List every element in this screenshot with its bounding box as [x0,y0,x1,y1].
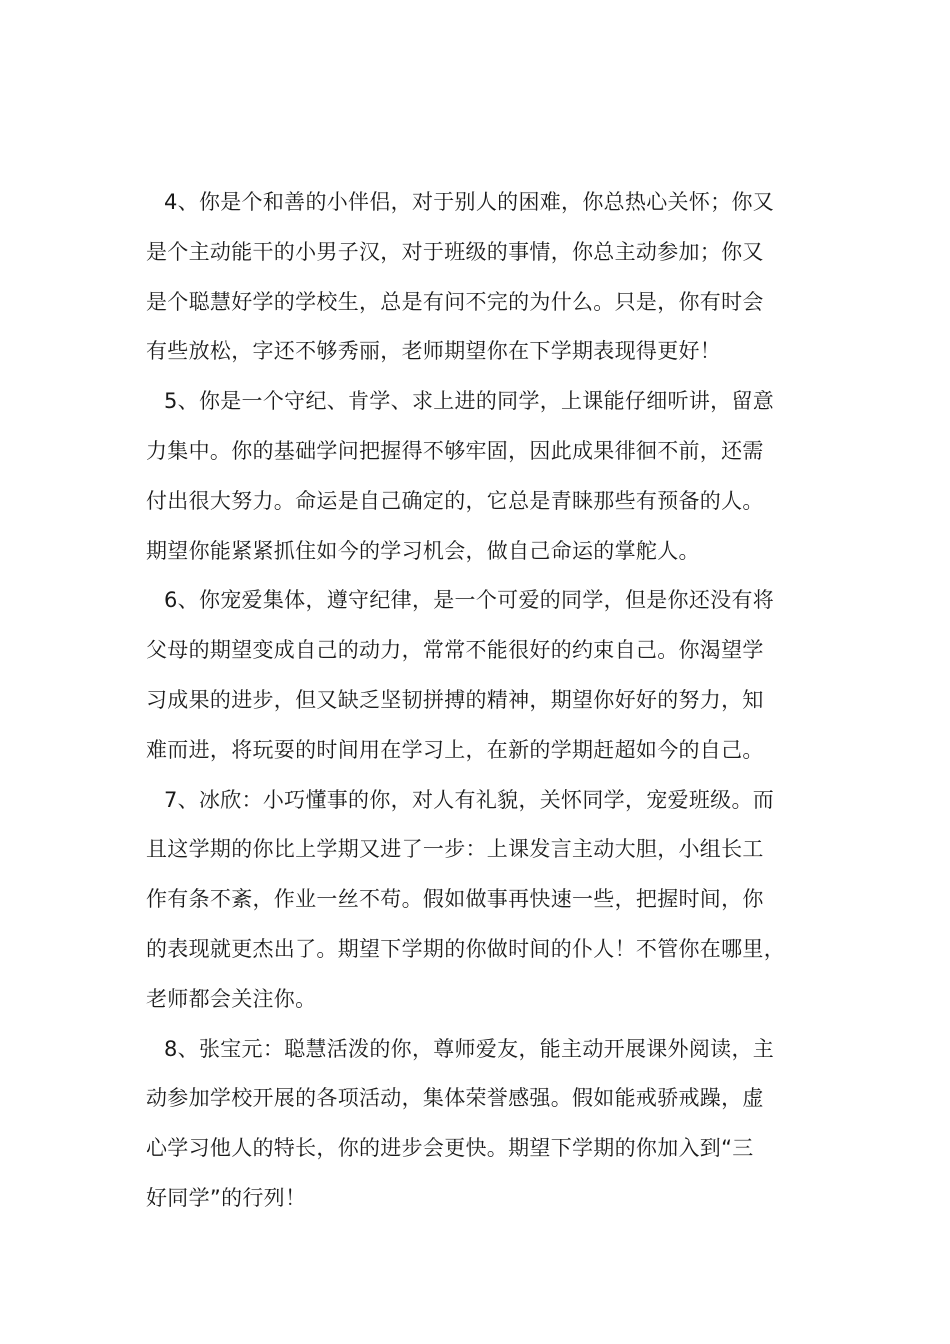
paragraph-line: 是个聪慧好学的学校生，总是有问不完的为什么。只是，你有时会 [146,289,764,314]
paragraph-line: 老师都会关注你。 [146,986,317,1011]
paragraph-line: 6、你宠爱集体，遵守纪律，是一个可爱的同学，但是你还没有将 [164,588,775,613]
comment-paragraph-4 [146,178,826,377]
paragraph-line: 是个主动能干的小男子汉，对于班级的事情，你总主动参加；你又 [146,239,764,264]
paragraph-line: 习成果的进步，但又缺乏坚韧拼搏的精神，期望你好好的努力，知 [146,687,764,712]
paragraph-line: 动参加学校开展的各项活动，集体荣誉感强。假如能戒骄戒躁，虚 [146,1086,764,1111]
paragraph-line: 5、你是一个守纪、肯学、求上进的同学，上课能仔细听讲，留意 [164,389,775,414]
comment-paragraph-8 [146,1025,826,1224]
paragraph-line: 4、你是个和善的小伴侣，对于别人的困难，你总热心关怀；你又 [164,190,775,214]
comment-paragraph-6 [146,576,826,775]
document-body [146,178,826,1224]
paragraph-line: 难而进，将玩耍的时间用在学习上，在新的学期赶超如今的自己。 [146,737,764,762]
paragraph-line: 期望你能紧紧抓住如今的学习机会，做自己命运的掌舵人。 [146,538,700,563]
comment-paragraph-5 [146,377,826,576]
paragraph-line: 父母的期望变成自己的动力，常常不能很好的约束自己。你渴望学 [146,638,764,663]
paragraph-line: 作有条不紊，作业一丝不苟。假如做事再快速一些，把握时间，你 [146,887,764,912]
paragraph-line: 好同学”的行列！ [146,1185,307,1210]
paragraph-line: 付出很大努力。命运是自己确定的，它总是青睐那些有预备的人。 [146,488,764,513]
paragraph-line: 有些放松，字还不够秀丽，老师期望你在下学期表现得更好！ [146,339,722,364]
paragraph-line: 7、冰欣：小巧懂事的你，对人有礼貌，关怀同学，宠爱班级。而 [164,787,775,812]
paragraph-line: 且这学期的你比上学期又进了一步：上课发言主动大胆，小组长工 [146,837,764,862]
paragraph-line: 心学习他人的特长，你的进步会更快。期望下学期的你加入到“三 [146,1136,754,1161]
paragraph-line: 力集中。你的基础学问把握得不够牢固，因此成果徘徊不前，还需 [146,438,764,463]
paragraph-line: 8、张宝元：聪慧活泼的你，尊师爱友，能主动开展课外阅读，主 [164,1036,775,1061]
paragraph-line: 的表现就更杰出了。期望下学期的你做时间的仆人！不管你在哪里， [146,936,785,961]
comment-paragraph-7 [146,776,826,1025]
